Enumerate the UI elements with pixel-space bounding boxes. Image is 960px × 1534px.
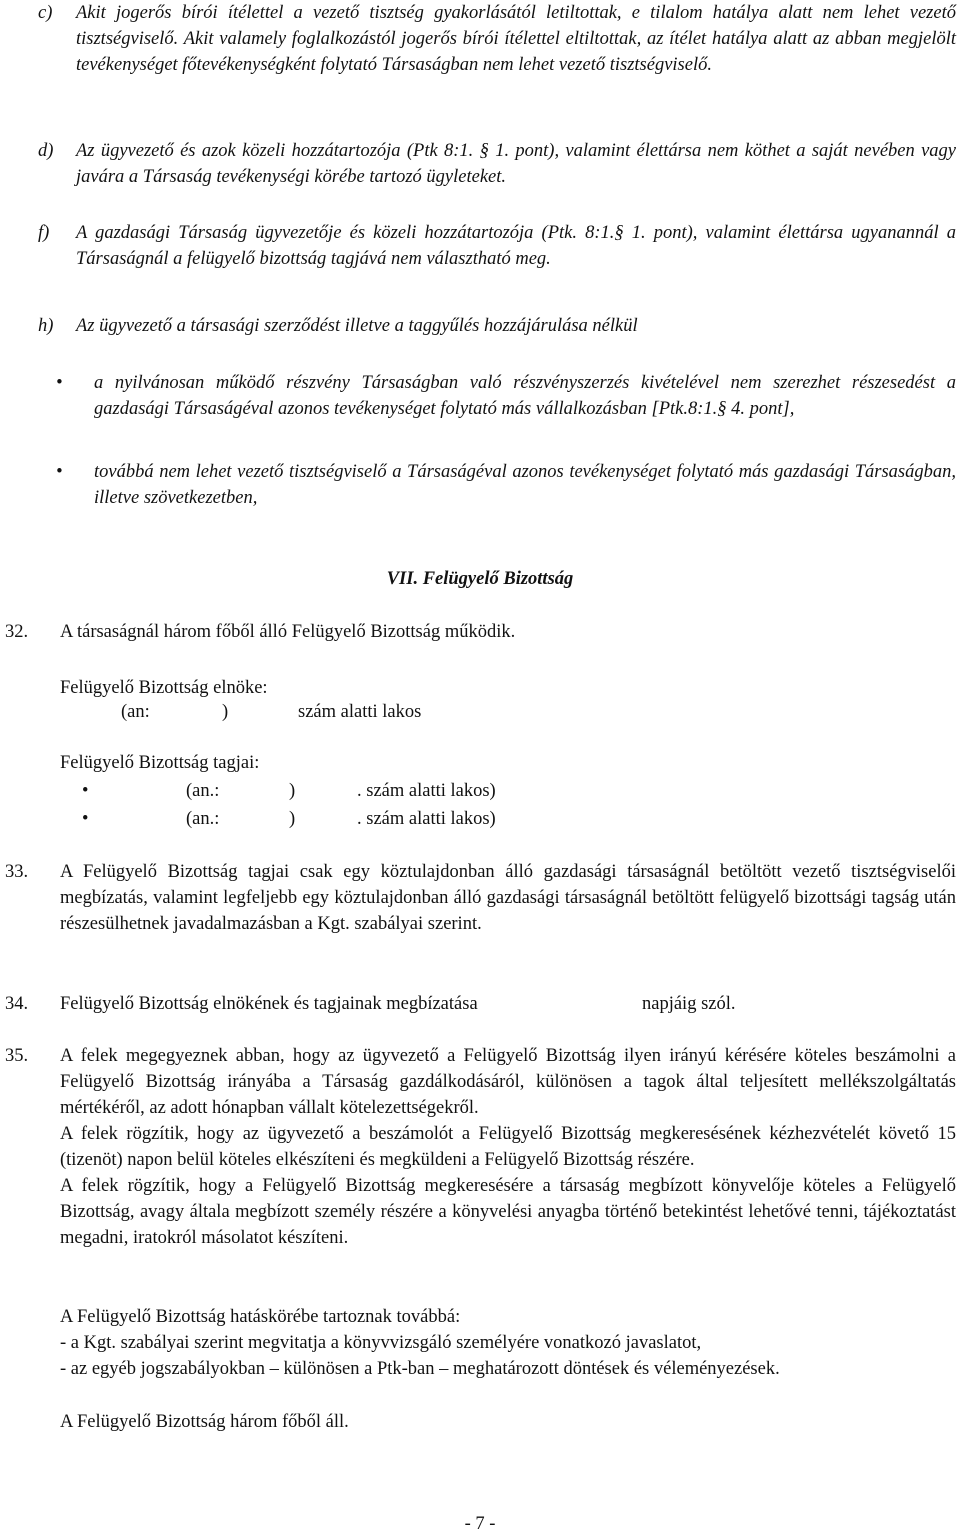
members-label: Felügyelő Bizottság tagjai: (60, 753, 260, 773)
list-item-text: továbbá nem lehet vezető tisztségviselő a Társaságéval azonos tevékenységet folytató más gazdasági Társaságban, illetve szövetkezetben, (94, 462, 956, 508)
section-text: Felügyelő Bizottság elnökének és tagjainak megbízatása (60, 994, 478, 1014)
clause-text: A gazdasági Társaság ügyvezetője és közeli hozzátartozója (Ptk. 8:1.§ 1. pont), valamint élettársa ugyanannál a Társaságnál a felügyelő bizottság tagjává nem választható meg. (76, 223, 956, 269)
bullet-icon: • (56, 462, 63, 482)
section-text: A Felügyelő Bizottság tagjai csak egy köztulajdonban álló gazdasági társaságnál betöltött vezető tisztségviselői megbízatás, valamint legfeljebb egy köztulajdonban álló gazdasági társaságnál betöltött felügyelő bizottsági tagság után részesülhetnek javadalmazásban a Kgt. szabályai szerint. (60, 862, 956, 934)
scope-title: A Felügyelő Bizottság hatáskörébe tartoznak továbbá: (60, 1307, 461, 1327)
page-number: - 7 - (464, 1514, 496, 1534)
clause-c (38, 0, 956, 78)
member-address: . szám alatti lakos) (357, 781, 496, 801)
chair-an: (an: (121, 702, 150, 722)
section-text: A társaságnál három főből álló Felügyelő Bizottság működik. (60, 622, 516, 642)
closing-sentence: A Felügyelő Bizottság három főből áll. (60, 1412, 349, 1432)
section-number: 33. (5, 862, 29, 882)
member-an: (an.: (186, 809, 220, 829)
member-an: (an.: (186, 781, 220, 801)
clause-text: Az ügyvezető a társasági szerződést illetve a taggyűlés hozzájárulása nélkül (76, 316, 638, 336)
paragraph: A felek rögzítik, hogy a Felügyelő Bizottság megkeresésére a társaság megbízott könyvelője köteles a Felügyelő Bizottság, avagy általa megbízott személy részére a könyvelési anyagba történő betekintést lehetővé tenni, tájékoztatást megadni, iratokról másolatot készíteni. (60, 1176, 956, 1248)
section-text-end: napjáig szól. (642, 994, 736, 1014)
bullet-icon: • (82, 809, 89, 829)
paragraph: A felek rögzítik, hogy az ügyvezető a beszámolót a Felügyelő Bizottság megkeresésének kézhezvételét követő 15 (tizenöt) napon belül köteles elkészíteni és megküldeni a Felügyelő Bizottság részére. (60, 1124, 956, 1170)
clause-text: Az ügyvezető és azok közeli hozzátartozója (Ptk 8:1. § 1. pont), valamint élettársa nem köthet a saját nevében vagy javára a Társaság tevékenységi körébe tartozó ügyleteket. (76, 141, 956, 187)
chair-close: ) (222, 702, 229, 722)
bullet-icon: • (56, 373, 63, 393)
section-number: 32. (5, 622, 29, 642)
member-address: . szám alatti lakos) (357, 809, 496, 829)
member-close: ) (289, 781, 296, 801)
member-close: ) (289, 809, 296, 829)
section-number: 34. (5, 994, 29, 1014)
clause-label: f) (38, 223, 50, 243)
clause-label: h) (38, 316, 54, 336)
clause-label: d) (38, 141, 54, 161)
bullet-icon: • (82, 781, 89, 801)
clause-text: Akit jogerős bírói ítélettel a vezető tisztség gyakorlásától letiltottak, e tilalom hatálya alatt nem lehet vezető tisztségviselő. Akit valamely foglalkozástól jogerős bírói ítélettel eltiltottak, az ítélet hatálya alatt az abban megjelölt tevékenységet főtevékenységként folytató Társaságban nem lehet vezető tisztségviselő. (76, 3, 956, 75)
paragraph: A felek megegyeznek abban, hogy az ügyvezető a Felügyelő Bizottság ilyen irányú kérésére köteles beszámolni a Felügyelő Bizottság irányába a Társaság gazdálkodásáról, különösen a tagok által teljesített mellékszolgáltatás mértékéről, az adott hónapban vállalt kötelezettségekről. (60, 1046, 956, 1118)
chair-address: szám alatti lakos (298, 702, 422, 722)
clause-h (38, 313, 956, 339)
chair-label: Felügyelő Bizottság elnöke: (60, 678, 268, 698)
list-item-text: a nyilvánosan működő részvény Társaságban való részvényszerzés kivételével nem szerezhet részesedést a gazdasági Társaságéval azonos tevékenységet folytató más vállalkozásban [Ptk.8:1.§ 4. pont], (94, 373, 956, 419)
section-number: 35. (5, 1046, 29, 1066)
clause-f (38, 220, 956, 272)
scope-item: - az egyéb jogszabályokban – különösen a Ptk-ban – meghatározott döntések és véleményezések. (60, 1359, 780, 1379)
section-title: VII. Felügyelő Bizottság (386, 569, 574, 589)
clause-label: c) (38, 3, 53, 23)
scope-item: - a Kgt. szabályai szerint megvitatja a könyvvizsgáló személyére vonatkozó javaslatot, (60, 1333, 702, 1353)
clause-d (38, 138, 956, 190)
